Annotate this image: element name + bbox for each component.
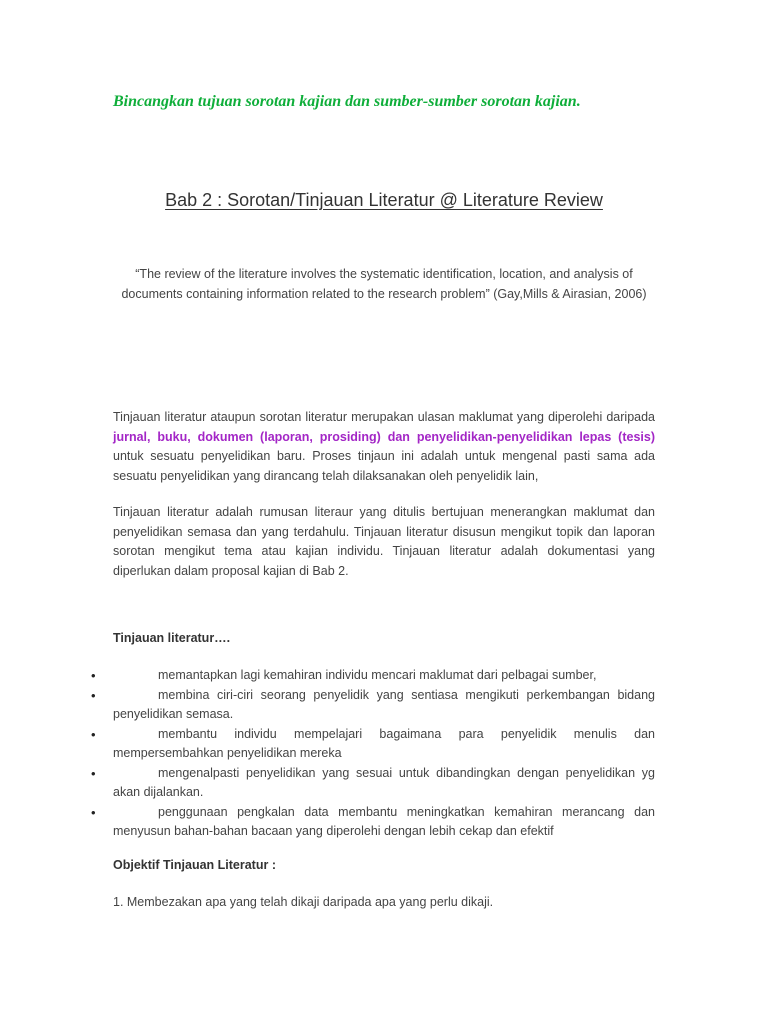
list-item xyxy=(91,666,655,686)
literature-review-quote: “The review of the literature involves the systematic identification, location, and analysis of documents containing information related to the research problem” (Gay,Mills & Airasian, 2006) xyxy=(121,267,647,301)
bullet-icon: • xyxy=(91,687,96,703)
list-item-text: memantapkan lagi kemahiran individu mencari maklumat dari pelbagai sumber, xyxy=(158,668,597,682)
list-item-text: mengenalpasti penyelidikan yang sesuai untuk dibandingkan dengan penyelidikan yg akan dijalankan. xyxy=(113,765,655,799)
bullet-icon: • xyxy=(91,726,96,742)
purpose-subheading: Tinjauan literatur…. xyxy=(113,631,231,645)
bullet-icon: • xyxy=(91,668,96,683)
bullet-icon: • xyxy=(91,804,96,820)
list-item-text: penggunaan pengkalan data membantu meningkatkan kemahiran merancang dan menyusun bahan-bahan bacaan yang diperolehi dengan lebih cekap dan efektif xyxy=(113,804,655,838)
question-heading: Bincangkan tujuan sorotan kajian dan sumber-sumber sorotan kajian. xyxy=(113,93,581,110)
list-item-text: membantu individu mempelajari bagaimana para penyelidik menulis dan mempersembahkan penyelidikan mereka xyxy=(113,726,655,760)
intro-text-end: untuk sesuatu penyelidikan baru. Proses tinjaun ini adalah untuk mengenal pasti sama ada sesuatu penyelidikan yang dirancang telah dilaksanakan oleh penyelidik lain, xyxy=(113,449,655,483)
chapter-title: Bab 2 : Sorotan/Tinjauan Literatur @ Literature Review xyxy=(165,190,603,210)
objective-item-1: 1. Membezakan apa yang telah dikaji daripada apa yang perlu dikaji. xyxy=(113,895,494,909)
list-item xyxy=(91,725,655,764)
sources-highlight: jurnal, buku, dokumen (laporan, prosiding) dan penyelidikan-penyelidikan lepas (tesis) xyxy=(113,429,655,444)
intro-paragraph xyxy=(113,408,655,486)
list-item xyxy=(91,686,655,725)
purpose-list xyxy=(91,666,655,842)
list-item-text: membina ciri-ciri seorang penyelidik yang sentiasa mengikuti perkembangan bidang penyelidikan semasa. xyxy=(113,687,655,721)
bullet-icon: • xyxy=(91,765,96,781)
summary-paragraph: Tinjauan literatur adalah rumusan literaur yang ditulis bertujuan menerangkan maklumat dan penyelidikan semasa dan yang terdahulu. Tinjauan literatur disusun mengikut topik dan laporan sorotan mengikut tema atau kajian individu. Tinjauan literatur adalah dokumentasi yang diperlukan dalam proposal kajian di Bab 2. xyxy=(113,505,655,578)
list-item xyxy=(91,803,655,842)
intro-text-start: Tinjauan literatur ataupun sorotan literatur merupakan ulasan maklumat yang diperolehi daripada xyxy=(113,410,655,424)
list-item xyxy=(91,764,655,803)
objectives-subheading: Objektif Tinjauan Literatur : xyxy=(113,858,276,872)
